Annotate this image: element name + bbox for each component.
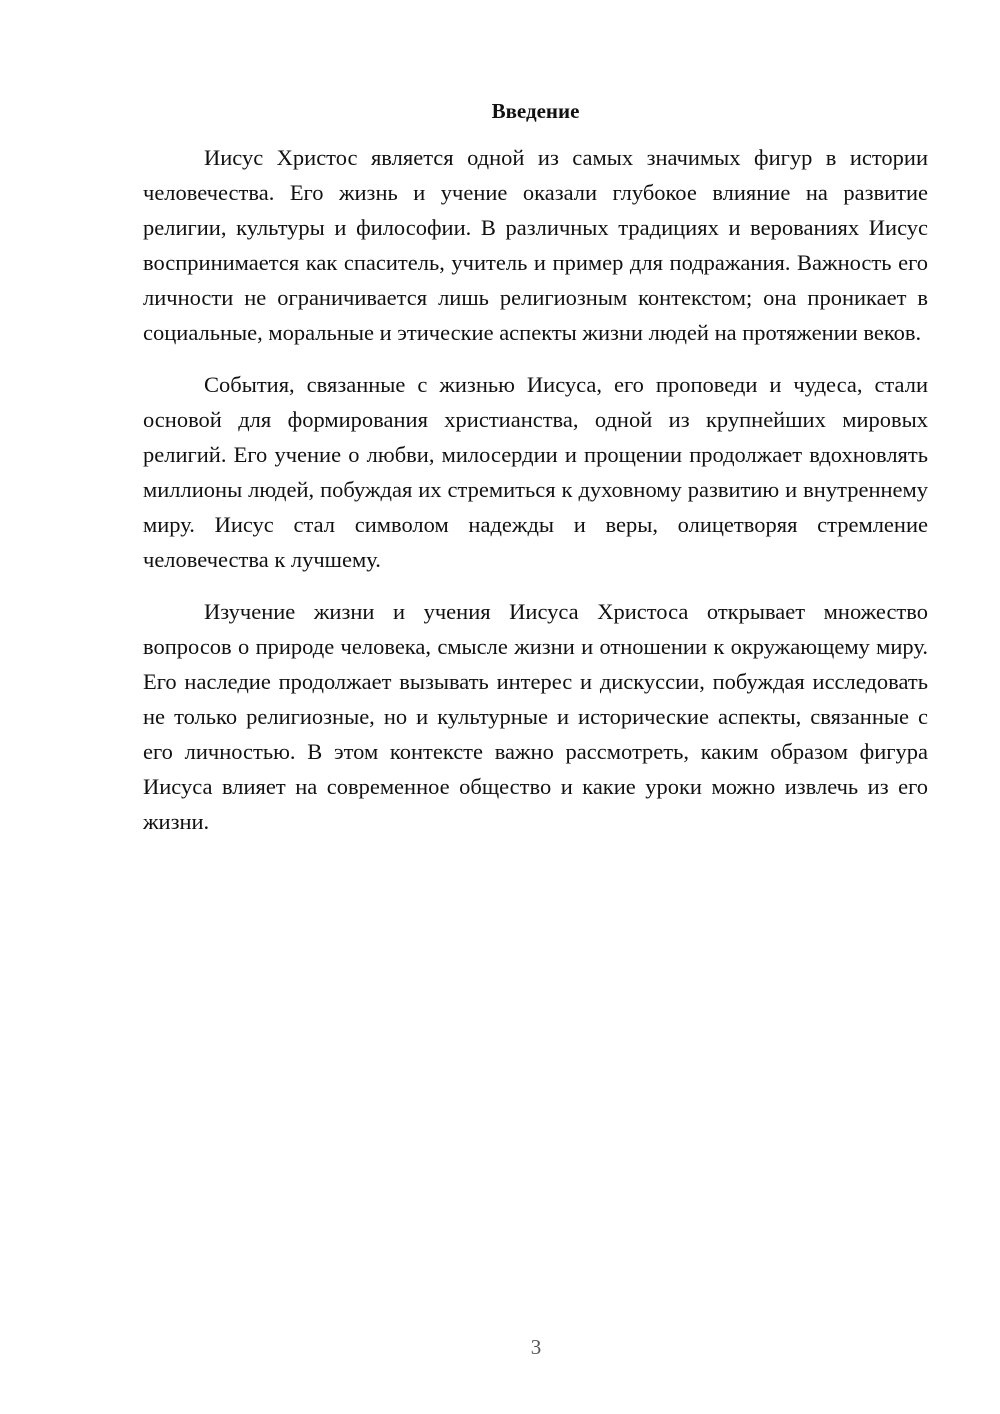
paragraph-1: Иисус Христос является одной из самых значимых фигур в истории человечества. Его жизнь и учение оказали глубокое влияние на развитие религии, культуры и философии. В различных традициях и верованиях Иисус воспринимается как спаситель, учитель и пример для подражания. Важность его личности не ограничивается лишь религиозным контекстом; она проникает в социальные, моральные и этические аспекты жизни людей на протяжении веков. — [143, 145, 928, 345]
paragraph-2: События, связанные с жизнью Иисуса, его проповеди и чудеса, стали основой для формирования христианства, одной из крупнейших мировых религий. Его учение о любви, милосердии и прощении продолжает вдохновлять миллионы людей, побуждая их стремиться к духовному развитию и внутреннему миру. Иисус стал символом надежды и веры, олицетворяя стремление человечества к лучшему. — [143, 372, 928, 572]
page-number: 3 — [530, 1335, 542, 1359]
paragraph-3: Изучение жизни и учения Иисуса Христоса открывает множество вопросов о природе человека, смысле жизни и отношении к окружающему миру. Его наследие продолжает вызывать интерес и дискуссии, побуждая исследовать не только религиозные, но и культурные и исторические аспекты, связанные с его личностью. В этом контексте важно рассмотреть, каким образом фигура Иисуса влияет на современное общество и какие уроки можно извлечь из его жизни. — [143, 599, 928, 834]
section-heading: Введение — [491, 99, 580, 123]
page-content — [143, 96, 928, 856]
